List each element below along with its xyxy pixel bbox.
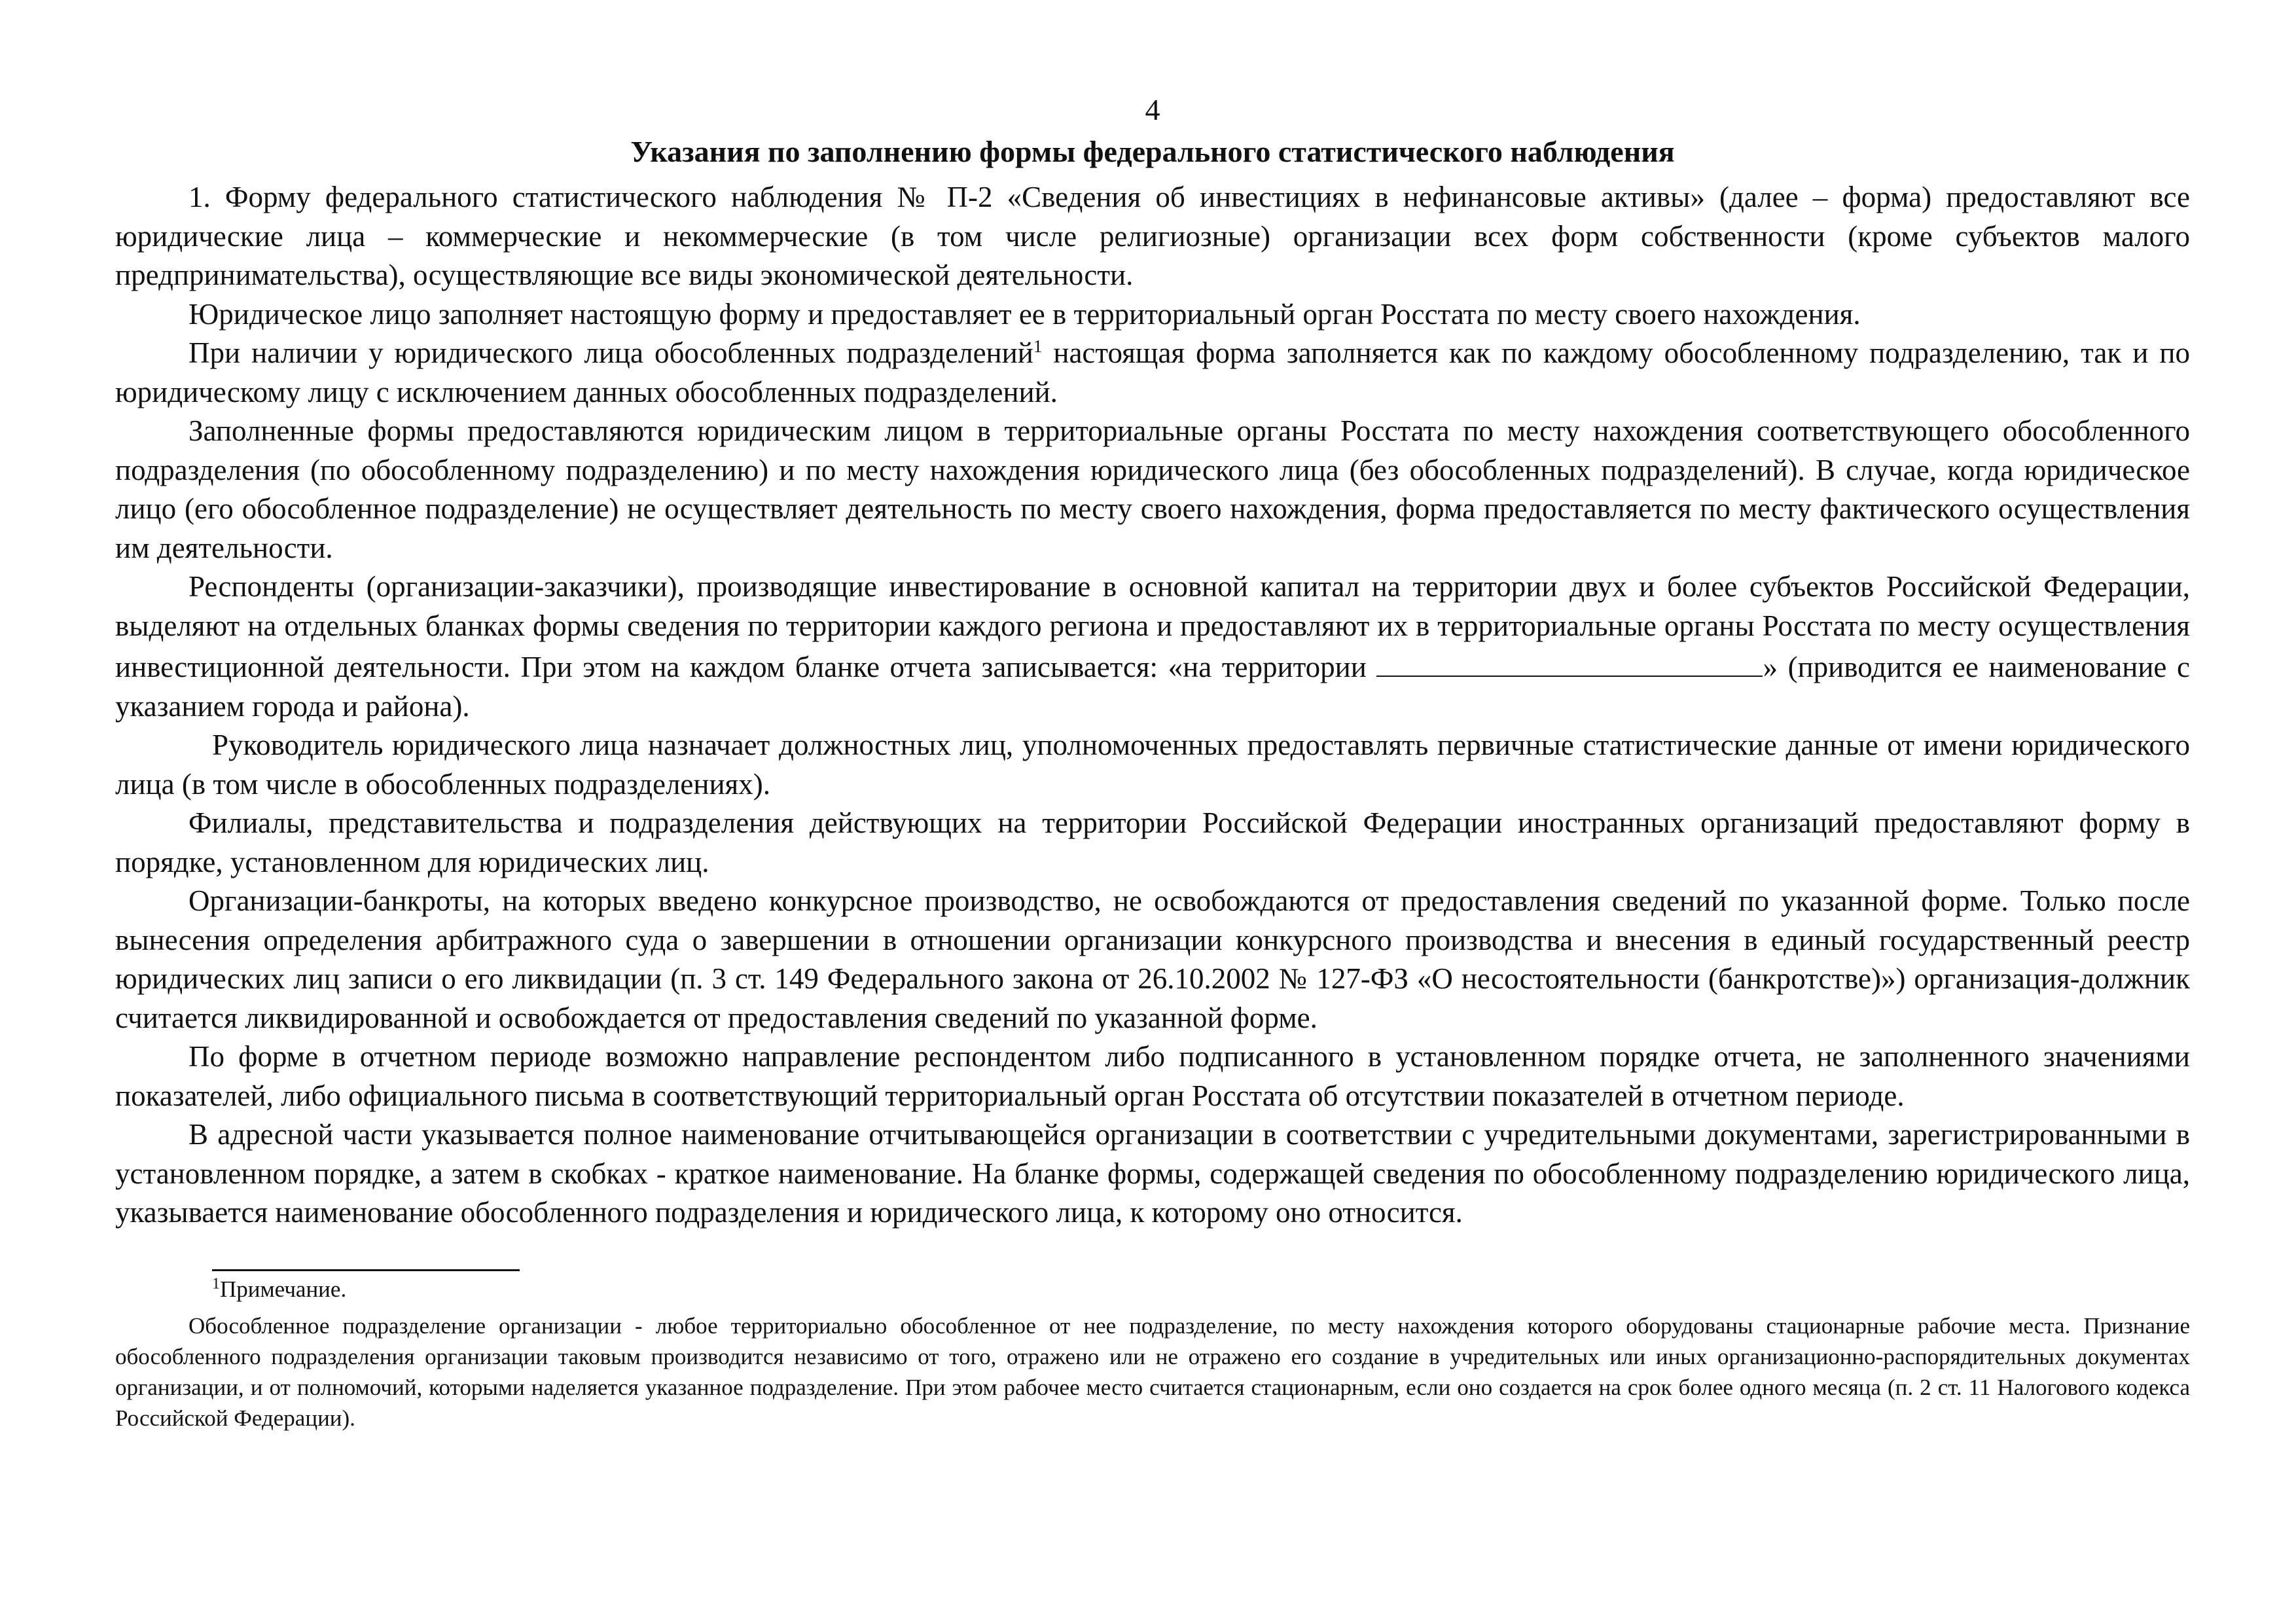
page-title: Указания по заполнению формы федерального статистического наблюдения — [630, 135, 1675, 168]
paragraph-5 — [115, 568, 2190, 726]
paragraph-6: Руководитель юридического лица назначает должностных лиц, уполномоченных предоставлять первичные статистические данные от имени юридического лица (в том числе в обособленных подразделениях). — [115, 729, 2190, 801]
paragraph-8: Организации-банкроты, на которых введено конкурсное производство, не освобождаются от предоставления сведений по указанной форме. Только после вынесения определения арбитражного суда о завершении в отношении организации конкурсного производства и внесения в единый государственный реестр юридических лиц записи о его ликвидации (п. 3 ст. 149 Федерального закона от 26.10.2002 № 127-ФЗ «О несостоятельности (банкротстве)») организация-должник считается ликвидированной и освобождается от предоставления сведений по указанной форме. — [115, 884, 2190, 1034]
paragraph-1: 1. Форму федерального статистического наблюдения № П-2 «Сведения об инвестициях в нефинансовые активы» (далее – форма) предоставляют все юридические лица – коммерческие и некоммерческие (в том числе религиозные) организации всех форм собственности (кроме субъектов малого предпринимательства), осуществляющие все виды экономической деятельности. — [115, 181, 2190, 291]
footnote-reference: 1 — [1033, 336, 1043, 356]
paragraph-9: По форме в отчетном периоде возможно направление респондентом либо подписанного в установленном порядке отчета, не заполненного значениями показателей, либо официального письма в соответствующий территориальный орган Росстата об отсутствии показателей в отчетном периоде. — [115, 1040, 2190, 1112]
paragraph-3-text-start: При наличии у юридического лица обособленных подразделений — [188, 336, 1033, 369]
footnote-text: Обособленное подразделение организации - любое территориально обособленное от нее подразделение, по месту нахождения которого оборудованы стационарные рабочие места. Признание обособленного подразделения организации таковым производится независимо от того, отражено или не отражено его создание в учредительных или иных организационно-распорядительных документах организации, и от полномочий, которыми наделяется указанное подразделение. При этом рабочее место считается стационарным, если оно создается на срок более одного месяца (п. 2 ст. 11 Налогового кодекса Российской Федерации). — [115, 1312, 2190, 1431]
document-page — [115, 92, 2190, 1434]
paragraph-10: В адресной части указывается полное наименование отчитывающейся организации в соответствии с учредительными документами, зарегистрированными в установленном порядке, а затем в скобках - краткое наименование. На бланке формы, содержащей сведения по обособленному подразделению юридического лица, указывается наименование обособленного подразделения и юридического лица, к которому оно относится. — [115, 1118, 2190, 1229]
territory-blank-line — [1376, 645, 1763, 677]
paragraph-2: Юридическое лицо заполняет настоящую форму и предоставляет ее в территориальный орган Росстата по месту своего нахождения. — [188, 297, 1861, 331]
paragraph-4: Заполненные формы предоставляются юридическим лицом в территориальные органы Росстата по месту нахождения соответствующего обособленного подразделения (по обособленному подразделению) и по месту нахождения юридического лица (без обособленных подразделений). В случае, когда юридическое лицо (его обособленное подразделение) не осуществляет деятельность по месту своего нахождения, форма предоставляется по месту фактического осуществления им деятельности. — [115, 414, 2190, 564]
footnote-heading — [212, 1274, 2190, 1305]
footnote-section — [115, 1269, 2190, 1434]
paragraph-3 — [115, 334, 2190, 412]
page-number: 4 — [1145, 93, 1160, 126]
footnote-heading-label: Примечание. — [220, 1276, 347, 1302]
paragraph-3-text-end: настоящая форма заполняется как по каждому обособленному подразделению, так и по юридическому лицу с исключением данных обособленных подразделений. — [115, 336, 2190, 408]
footnote-divider — [212, 1269, 520, 1271]
paragraph-5-text-start: Респонденты (организации-заказчики), производящие инвестирование в основной капитал на территории двух и более субъектов Российской Федерации, выделяют на отдельных бланках формы сведения по территории каждого региона и предоставляют их в территориальные органы Росстата по месту осуществления инвестиционной деятельности. При этом на каждом бланке отчета записывается: «на территории — [115, 570, 2190, 683]
footnote-marker: 1 — [212, 1274, 220, 1292]
paragraph-7: Филиалы, представительства и подразделения действующих на территории Российской Федерации иностранных организаций предоставляют форму в порядке, установленном для юридических лиц. — [115, 806, 2190, 878]
paragraph-5-text-end: » (приводится ее наименование с указанием города и района). — [115, 651, 2190, 723]
